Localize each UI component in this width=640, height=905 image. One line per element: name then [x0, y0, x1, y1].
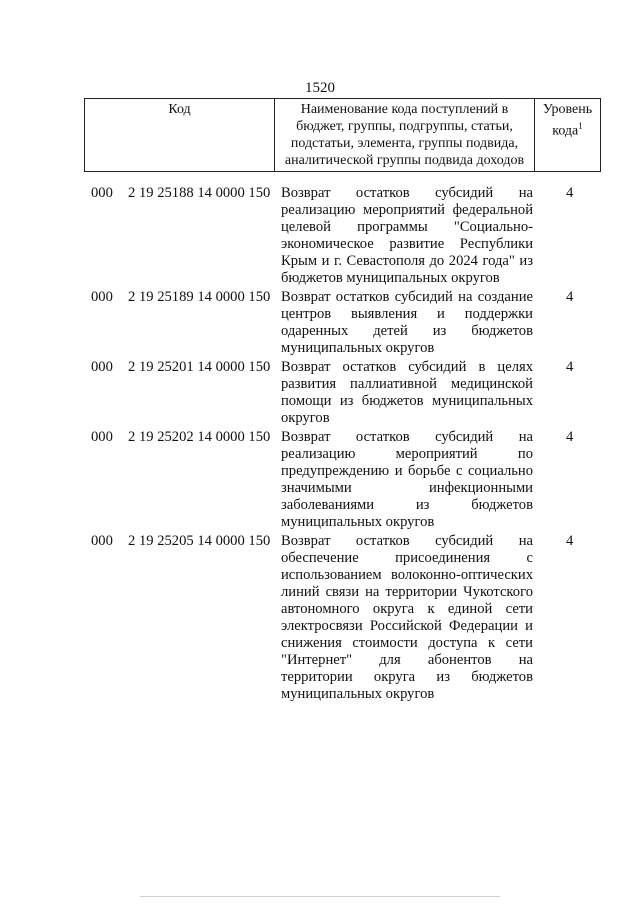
table-body: [0, 185, 640, 703]
table-row: [0, 429, 640, 531]
revenue-name: Возврат остатков субсидий на реализацию мероприятий по предупреждению и борьбе с социально значимыми инфекционными заболеваниями из бюджетов муниципальных округов: [281, 429, 533, 530]
code-level: 4: [566, 429, 574, 445]
revenue-name: Возврат остатков субсидий на реализацию мероприятий федеральной целевой программы "Социально-экономическое развитие Республики Крым и г. Севастополя до 2024 года" из бюджетов муниципальных округов: [281, 185, 533, 286]
header-code-label: Код: [168, 102, 191, 117]
code-level: 4: [566, 185, 574, 201]
table-row: [0, 359, 640, 427]
revenue-code: 2 19 25188 14 0000 150: [128, 185, 271, 201]
admin-code: 000: [91, 289, 113, 305]
header-code: [85, 99, 275, 172]
header-name-label: Наименование кода поступлений в бюджет, группы, подгруппы, статьи, подстатьи, элемента, группы подвида, аналитической группы подвида доходов: [284, 102, 525, 168]
header-level-label: Уровень кода: [542, 102, 593, 139]
table-row: [0, 533, 640, 703]
revenue-name: Возврат остатков субсидий на обеспечение присоединения с использованием волоконно-оптических линий связи на территории Чукотского автономного округа к единой сети электросвязи Российской Федерации и снижения стоимости доступа к сети "Интернет" для абонентов на территории округа из бюджетов муниципальных округов: [281, 533, 533, 702]
admin-code: 000: [91, 185, 113, 201]
admin-code: 000: [91, 533, 113, 549]
code-level: 4: [566, 359, 574, 375]
revenue-code: 2 19 25205 14 0000 150: [128, 533, 271, 549]
admin-code: 000: [91, 359, 113, 375]
table-row: [0, 185, 640, 287]
table-row: [0, 289, 640, 357]
revenue-code: 2 19 25189 14 0000 150: [128, 289, 271, 305]
revenue-name: Возврат остатков субсидий в целях развития паллиативной медицинской помощи из бюджетов муниципальных округов: [281, 359, 533, 426]
table-header: [84, 98, 601, 172]
header-level-footnote: 1: [578, 121, 583, 131]
header-name: [275, 99, 535, 172]
code-level: 4: [566, 533, 574, 549]
page-number: 1520: [305, 80, 335, 96]
admin-code: 000: [91, 429, 113, 445]
revenue-code: 2 19 25202 14 0000 150: [128, 429, 271, 445]
scan-edge-divider: [140, 896, 500, 897]
revenue-name: Возврат остатков субсидий на создание центров выявления и поддержки одаренных детей из бюджетов муниципальных округов: [281, 289, 533, 356]
header-level: [535, 99, 601, 172]
code-level: 4: [566, 289, 574, 305]
revenue-code: 2 19 25201 14 0000 150: [128, 359, 271, 375]
